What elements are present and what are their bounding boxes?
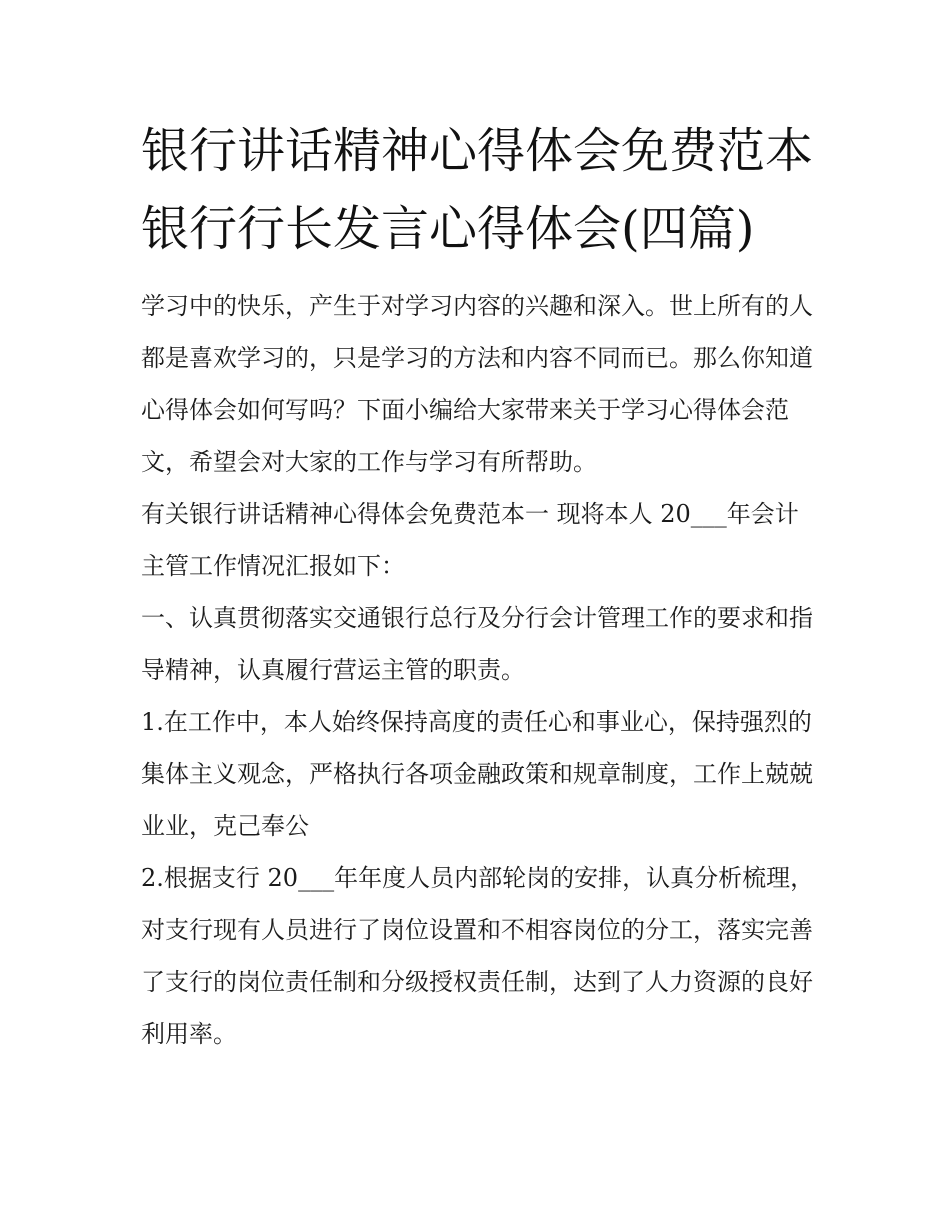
- item-2-paragraph: 2.根据支行 20___年年度人员内部轮岗的安排，认真分析梳理，对支行现有人员进行了岗位设置和不相容岗位的分工，落实完善了支行的岗位责任制和分级授权责任制，达到了人力资源的良好利用率。: [141, 864, 815, 1048]
- section-heading-paragraph: 有关银行讲话精神心得体会免费范本一 现将本人 20___年会计主管工作情况汇报如下：: [141, 500, 799, 580]
- document-body: [141, 280, 821, 1060]
- document-page: [141, 112, 821, 1060]
- intro-paragraph: 学习中的快乐，产生于对学习内容的兴趣和深入。世上所有的人都是喜欢学习的，只是学习的方法和内容不同而已。那么你知道心得体会如何写吗？下面小编给大家带来关于学习心得体会范文，希望会对大家的工作与学习有所帮助。: [141, 292, 813, 476]
- document-title: 银行讲话精神心得体会免费范本 银行行长发言心得体会(四篇): [141, 123, 814, 257]
- point-one-paragraph: 一、认真贯彻落实交通银行总行及分行会计管理工作的要求和指导精神，认真履行营运主管的职责。: [141, 604, 813, 684]
- item-1-paragraph: 1.在工作中，本人始终保持高度的责任心和事业心，保持强烈的集体主义观念，严格执行各项金融政策和规章制度，工作上兢兢业业，克己奉公: [141, 708, 813, 840]
